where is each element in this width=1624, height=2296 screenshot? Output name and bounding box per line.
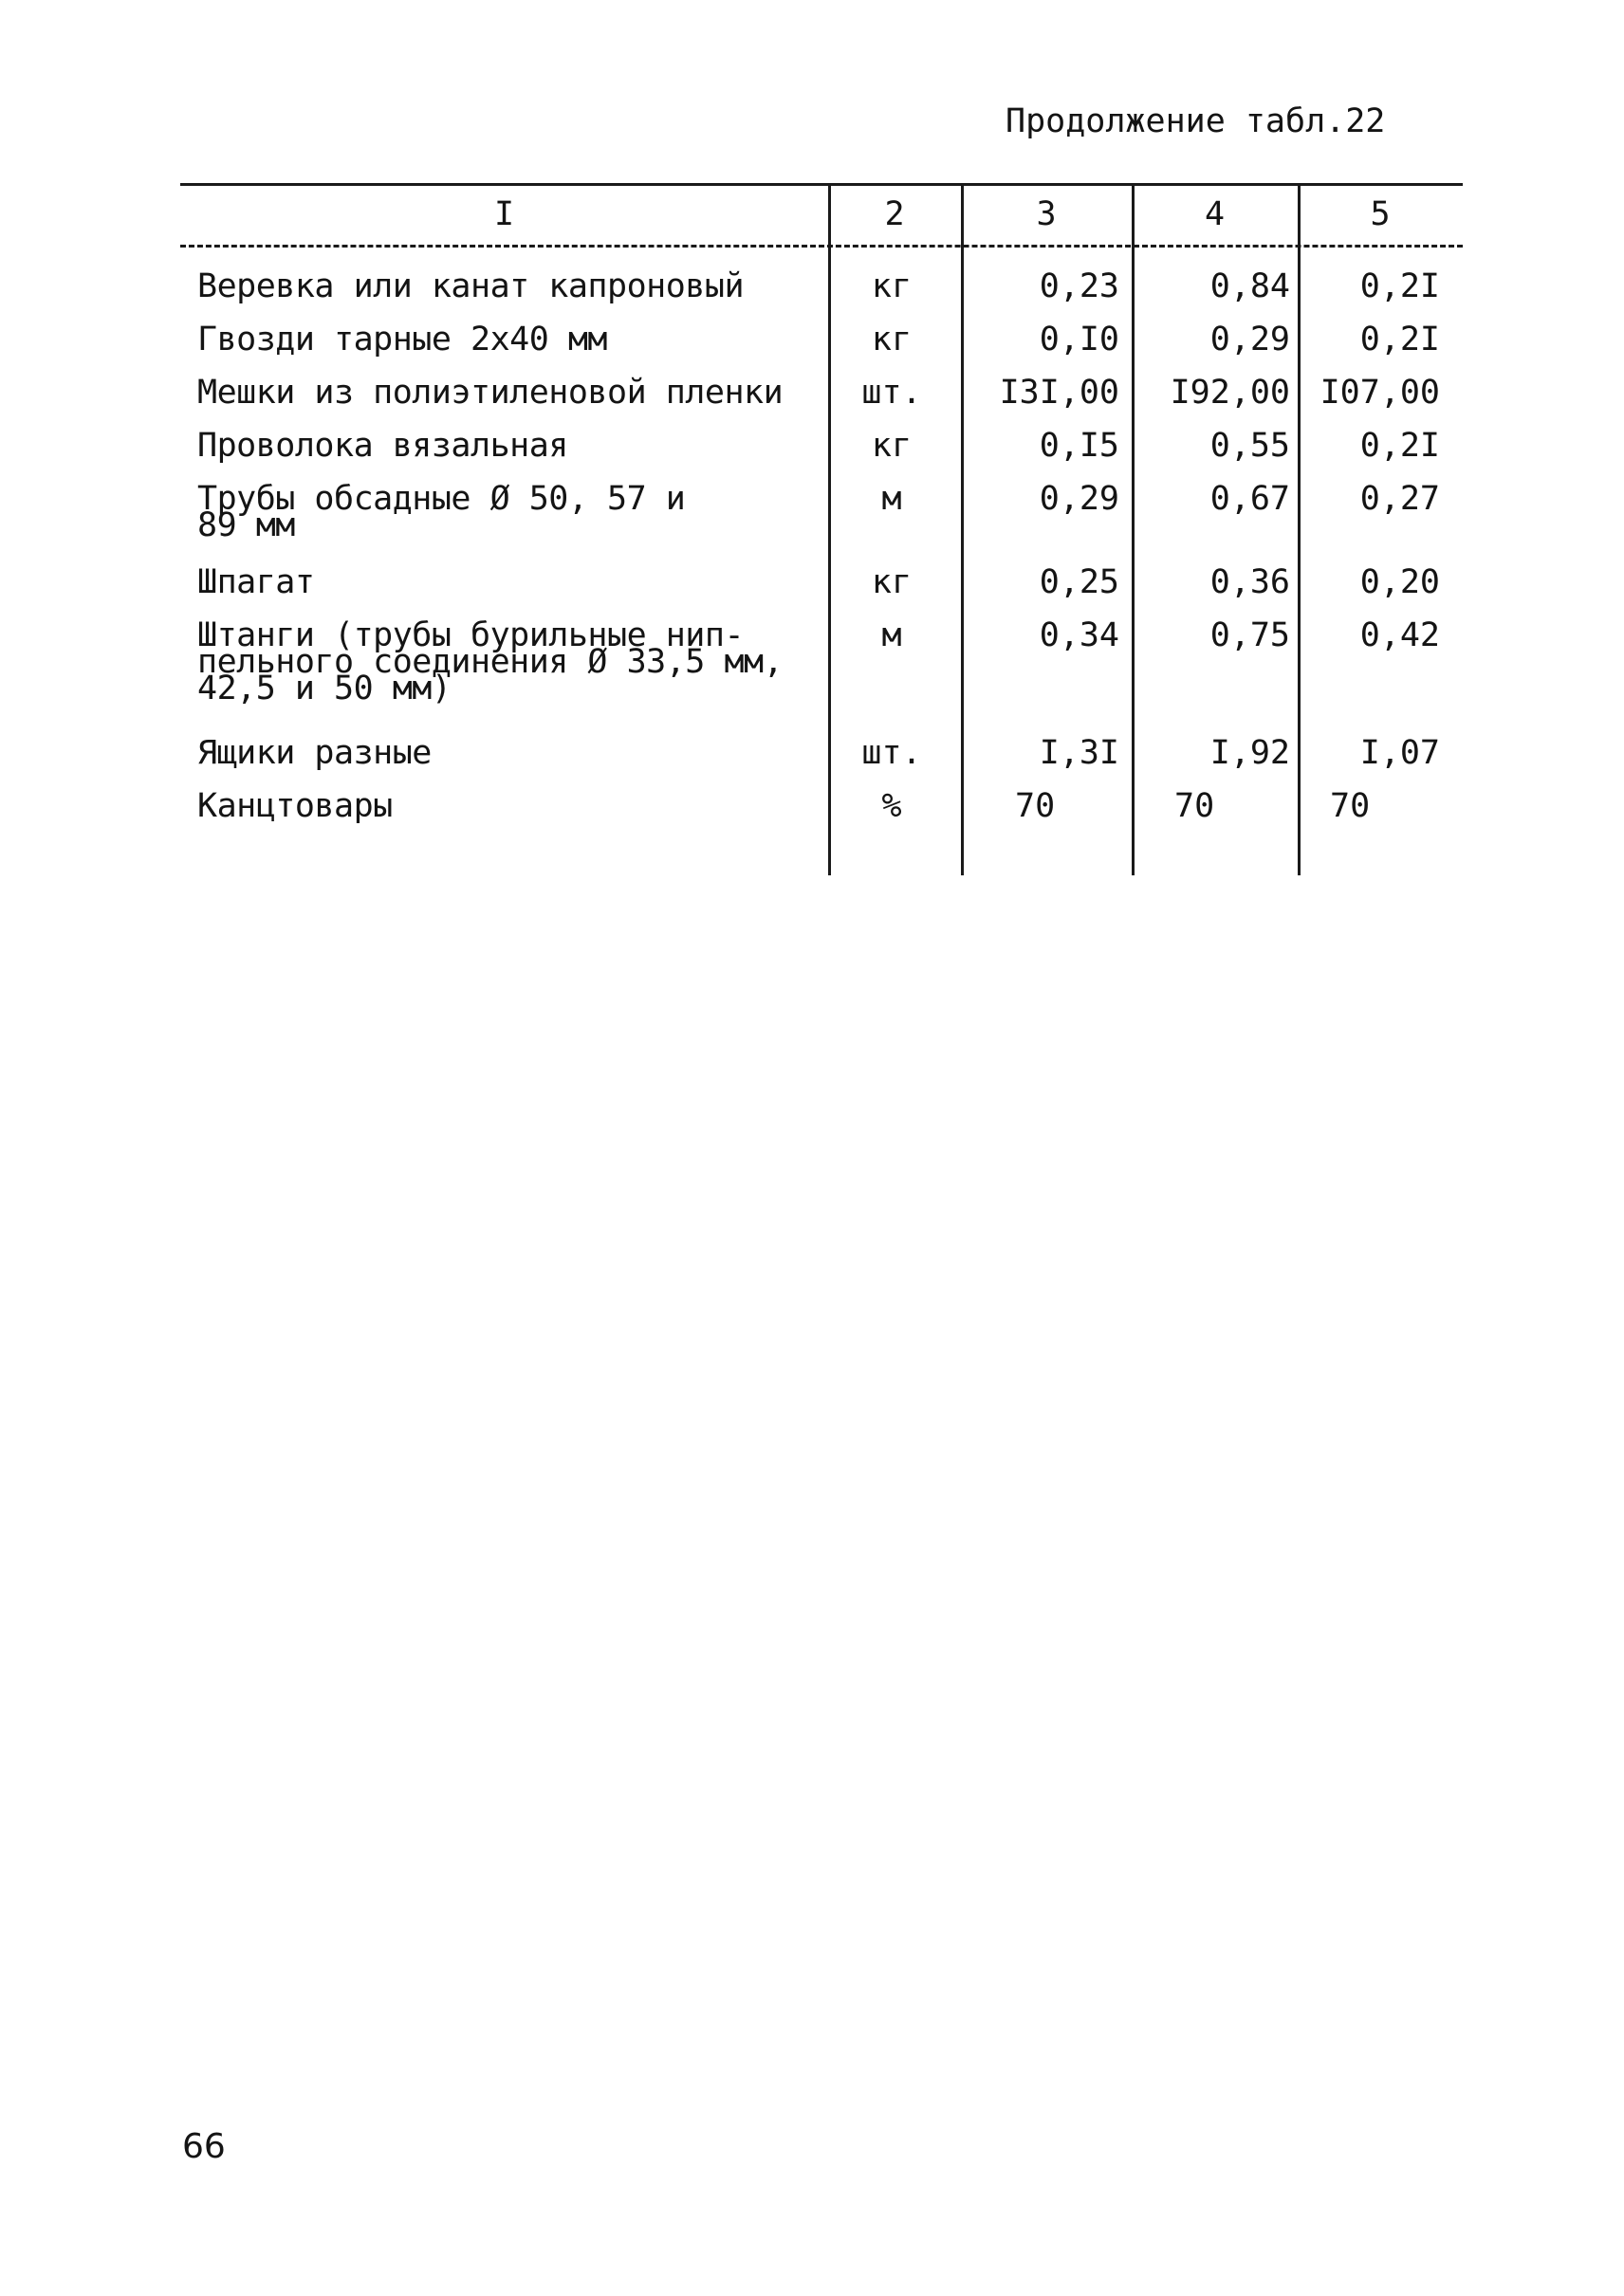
- column-divider-2: [961, 183, 964, 875]
- row-value-col3: 0,34: [1039, 616, 1119, 654]
- row-material-name: Канцтовары: [197, 787, 393, 825]
- column-header-4: 4: [1204, 195, 1226, 233]
- row-value-col5: 0,27: [1359, 480, 1440, 518]
- row-unit: м: [881, 480, 902, 518]
- row-material-name: Трубы обсадные Ø 50, 57 и 89 мм: [197, 480, 686, 544]
- row-value-col4: 0,75: [1209, 616, 1290, 654]
- column-divider-1: [828, 183, 831, 875]
- row-value-col5: 70: [1330, 787, 1371, 825]
- row-unit: м: [881, 616, 902, 654]
- row-value-col3: I,3I: [1039, 734, 1119, 772]
- row-material-name: Штанги (трубы бурильные нип- пельного соединения Ø 33,5 мм, 42,5 и 50 мм): [197, 616, 784, 707]
- row-value-col3: 70: [1015, 787, 1056, 825]
- page-number: 66: [182, 2127, 226, 2166]
- row-material-name: Проволока вязальная: [197, 427, 568, 465]
- row-value-col3: I3I,00: [999, 374, 1119, 412]
- row-unit: шт.: [861, 374, 922, 412]
- row-unit: %: [881, 787, 902, 825]
- row-value-col5: 0,2I: [1359, 267, 1440, 305]
- row-material-name: Веревка или канат капроновый: [197, 267, 745, 305]
- row-value-col4: 0,84: [1209, 267, 1290, 305]
- row-value-col5: 0,2I: [1359, 427, 1440, 465]
- row-unit: кг: [871, 267, 913, 305]
- row-value-col4: I,92: [1209, 734, 1290, 772]
- row-value-col3: 0,25: [1039, 563, 1119, 601]
- row-value-col3: 0,23: [1039, 267, 1119, 305]
- row-unit: кг: [871, 321, 913, 358]
- table-top-rule: [180, 183, 1463, 186]
- table-continuation-caption: Продолжение табл.22: [1006, 102, 1386, 140]
- row-value-col5: 0,20: [1359, 563, 1440, 601]
- row-value-col4: I92,00: [1170, 374, 1290, 412]
- row-value-col3: 0,I0: [1039, 321, 1119, 358]
- row-unit: шт.: [861, 734, 922, 772]
- row-value-col5: 0,2I: [1359, 321, 1440, 358]
- row-value-col5: I07,00: [1320, 374, 1440, 412]
- column-divider-4: [1298, 183, 1301, 875]
- row-value-col4: 0,67: [1209, 480, 1290, 518]
- row-unit: кг: [871, 563, 913, 601]
- row-value-col3: 0,29: [1039, 480, 1119, 518]
- row-material-name: Шпагат: [197, 563, 315, 601]
- row-value-col4: 0,29: [1209, 321, 1290, 358]
- header-bottom-rule: [180, 245, 1463, 248]
- column-header-3: 3: [1036, 195, 1057, 233]
- column-header-1: I: [493, 195, 515, 233]
- column-header-5: 5: [1370, 195, 1391, 233]
- row-material-name: Ящики разные: [197, 734, 432, 772]
- row-unit: кг: [871, 427, 913, 465]
- column-divider-3: [1132, 183, 1135, 875]
- row-value-col5: I,07: [1359, 734, 1440, 772]
- row-material-name: Мешки из полиэтиленовой пленки: [197, 374, 784, 412]
- row-value-col4: 0,36: [1209, 563, 1290, 601]
- row-material-name: Гвозди тарные 2х40 мм: [197, 321, 608, 358]
- row-value-col3: 0,I5: [1039, 427, 1119, 465]
- row-value-col5: 0,42: [1359, 616, 1440, 654]
- row-value-col4: 0,55: [1209, 427, 1290, 465]
- row-value-col4: 70: [1174, 787, 1215, 825]
- column-header-2: 2: [884, 195, 905, 233]
